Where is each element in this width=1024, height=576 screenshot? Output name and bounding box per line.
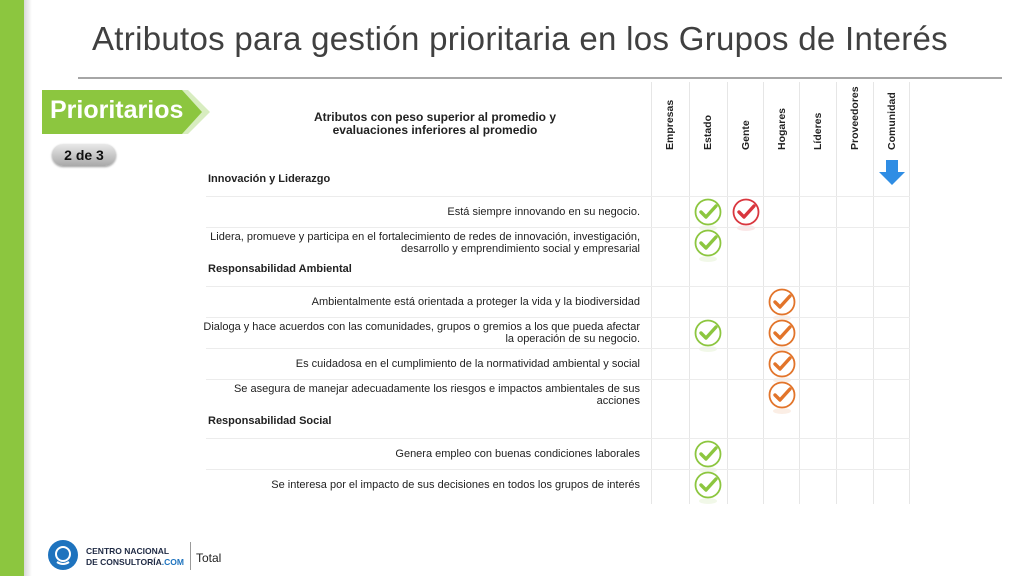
footer-note: Total <box>196 551 222 565</box>
column-header-label: Estado <box>702 114 714 150</box>
section-title: Responsabilidad Social <box>208 415 332 427</box>
page-title: Atributos para gestión prioritaria en los Grupos de Interés <box>92 20 948 57</box>
column-header <box>690 92 726 164</box>
logo-icon <box>48 540 78 570</box>
table-row <box>206 438 910 469</box>
orange-check-icon <box>767 380 797 416</box>
column-header-label: Gente <box>740 120 752 150</box>
column-header-label: Empresas <box>664 99 676 150</box>
row-label: Ambientalmente está orientada a proteger la vida y la biodiversidad <box>311 296 640 308</box>
section-title: Innovación y Liderazgo <box>208 173 331 185</box>
column-header <box>837 86 873 164</box>
row-label: Se interesa por el impacto de sus decisiones en todos los grupos de interés <box>271 479 640 491</box>
footer-divider <box>190 542 191 570</box>
page-counter: 2 de 3 <box>52 144 116 166</box>
row-label: Está siempre innovando en su negocio. <box>447 206 640 218</box>
column-header-label: Hogares <box>776 107 788 150</box>
highlight-arrow-icon <box>879 160 905 186</box>
left-accent-shadow <box>24 0 32 576</box>
column-header <box>874 92 910 164</box>
green-check-icon <box>693 228 723 264</box>
column-header-label: Líderes <box>812 112 824 150</box>
column-header <box>764 92 800 164</box>
left-accent-bar <box>0 0 24 576</box>
column-header-label: Comunidad <box>886 92 898 150</box>
column-header <box>800 92 836 164</box>
table-row <box>206 348 910 379</box>
priority-badge <box>42 90 210 134</box>
column-header <box>652 92 688 164</box>
table-row <box>206 379 910 410</box>
company-name-suffix: .COM <box>161 557 184 567</box>
table-description: Atributos con peso superior al promedio y evaluaciones inferiores al promedio <box>313 110 557 137</box>
priority-badge-label: Prioritarios <box>50 96 184 124</box>
section-title: Responsabilidad Ambiental <box>208 263 352 275</box>
row-label: Lidera, promueve y participa en el fortalecimiento de redes de innovación, investigación, desarrollo y emprendimiento social y empresarial <box>210 231 640 255</box>
table-row <box>203 317 910 348</box>
row-label: Dialoga y hace acuerdos con las comunidades, grupos o gremios a los que pueda afectar la operación de su negocio. <box>203 321 640 345</box>
table-row <box>206 286 910 317</box>
company-name <box>86 546 184 568</box>
column-header-label: Proveedores <box>849 86 861 150</box>
company-logo <box>48 540 78 570</box>
table-row <box>206 469 910 500</box>
title-divider <box>78 77 1002 79</box>
company-name-line2: DE CONSULTORÍA <box>86 557 162 567</box>
table-row <box>206 196 910 227</box>
table-row <box>206 227 910 258</box>
row-label: Es cuidadosa en el cumplimiento de la normatividad ambiental y social <box>295 358 640 370</box>
column-header <box>728 92 764 164</box>
row-label: Genera empleo con buenas condiciones laborales <box>395 448 640 460</box>
row-label: Se asegura de manejar adecuadamente los riesgos e impactos ambientales de sus acciones <box>233 383 640 407</box>
company-name-line1: CENTRO NACIONAL <box>86 546 170 556</box>
green-check-icon <box>693 470 723 506</box>
